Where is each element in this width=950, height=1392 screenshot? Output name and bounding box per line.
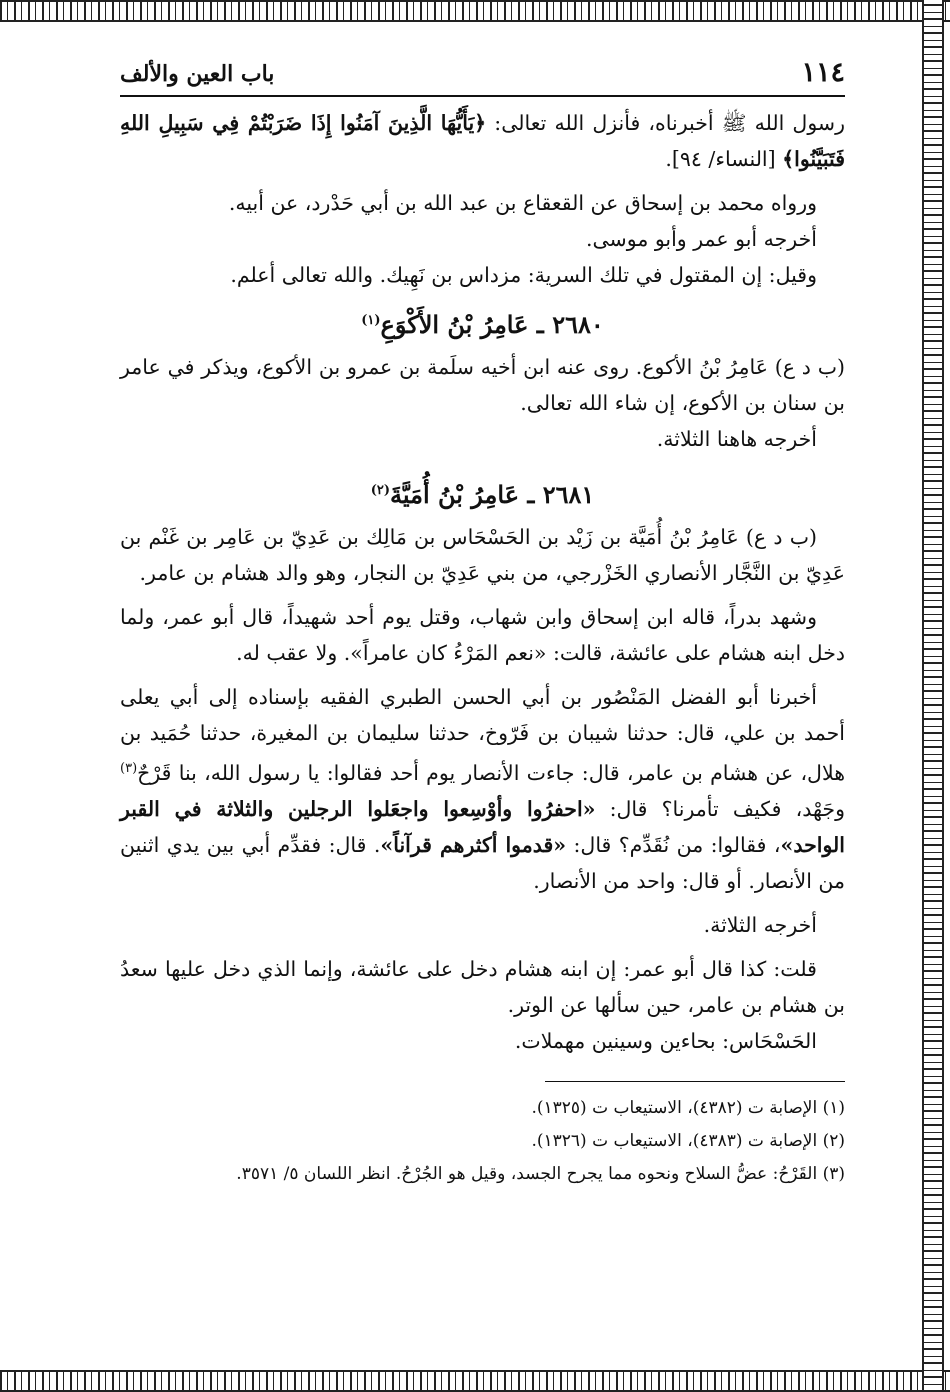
entry-heading-2681: [120, 473, 845, 513]
paragraph: (ب د ع) عَامِرُ بْنُ الأكوع. روى عنه ابن أخيه سلَمة بن عمرو بن الأكوع، ويذكر في عامر بن سنان بن الأكوع، إن شاء الله تعالى.: [120, 355, 845, 415]
paragraph: (ب د ع) عَامِرُ بْنُ أُمَيَّة بن زَيْد بن الحَسْحَاس بن مَالِك بن عَدِيّ بن عَامِر بن غَنْم بن عَدِيّ بن النَّجَّار الأنصاري الخَزْرجي، من بني عَدِيّ بن النجار، وهو والد هشام بن عامر.: [120, 525, 845, 585]
footnote-divider: [545, 1081, 845, 1082]
paragraph: الحَسْحَاس: بحاءين وسينين مهملات.: [514, 1028, 817, 1053]
text-run: رسول الله ﷺ أخبرناه، فأنزل الله تعالى:: [486, 111, 845, 135]
page-header: [120, 55, 845, 97]
paragraph: قلت: كذا قال أبو عمر: إن ابنه هشام دخل على عائشة، وإنما الذي دخل عليها سعدُ بن هشام بن عامر، حين سألها عن الوتر.: [120, 956, 845, 1017]
footnote: (١) الإصابة ت (٤٣٨٢)، الاستيعاب ت (١٣٢٥).: [531, 1097, 845, 1118]
quran-verse: ﴿يَأَيُّهَا الَّذِينَ آمَنُوا إِذَا ضَرَبْتُمْ فِي سَبِيلِ اللهِ فَتَبَيَّنُوا﴾: [120, 111, 845, 171]
paragraph: وشهد بدراً، قاله ابن إسحاق وابن شهاب، وقتل يوم أحد شهيداً، قال أبو عمر، ولما دخل ابنه هشام على عائشة، قالت: «نعم المَرْءُ كان عامراً». ولا عقب له.: [120, 605, 845, 665]
paragraph: ورواه محمد بن إسحاق عن القعقاع بن عبد الله بن أبي حَدْرد، عن أبيه.: [228, 191, 817, 215]
footnote-ref: (١): [361, 313, 381, 328]
entry-title: ٢٦٨١ ـ عَامِرُ بْنُ أُمَيَّةَ: [389, 480, 595, 509]
decorative-border-right: [922, 0, 944, 1392]
entry-heading-2680: [120, 303, 845, 343]
paragraph: أخرجه أبو عمر وأبو موسى.: [585, 227, 817, 251]
decorative-border-top: [0, 0, 950, 22]
body-text: [120, 105, 845, 1059]
paragraph: [120, 105, 845, 177]
text-run: ، فقالوا: من نُقَدِّم؟ قال:: [566, 832, 781, 857]
paragraph: وقيل: إن المقتول في تلك السرية: مزداس بن نَهِيك. والله تعالى أعلم.: [230, 263, 817, 287]
text-run: . قال: فقدِّم أبي بين يدي اثنين من الأنصار. أو قال: واحد من الأنصار.: [120, 832, 845, 893]
footnote: (٢) الإصابة ت (٤٣٨٣)، الاستيعاب ت (١٣٢٦).: [531, 1130, 845, 1151]
chapter-title: باب العين والألف: [120, 61, 275, 87]
hadith-quote: «قدموا أكثرهم قرآناً»: [380, 832, 567, 857]
page: [120, 55, 845, 1191]
paragraph: [120, 679, 845, 899]
paragraph: أخرجه هاهنا الثلاثة.: [656, 427, 817, 451]
text-run: [النساء/ ٩٤].: [665, 147, 783, 171]
footnote-ref: (٣): [120, 761, 138, 776]
footnote-ref: (٢): [370, 483, 390, 498]
decorative-border-bottom: [0, 1370, 950, 1392]
footnotes: [120, 1092, 845, 1191]
text-run: أخبرنا أبو الفضل المَنْصُور بن أبي الحسن الطبري الفقيه بإسناده إلى أبي يعلى أحمد بن علي، قال: حدثنا شيبان بن فَرّوخ، حدثنا سليمان بن المغيرة، حدثنا حُمَيد بن هلال، عن هشام بن عامر، قال: جاءت الأنصار يوم أحد فقالوا: يا رسول الله، بنا قَرْحٌ: [120, 685, 845, 785]
text-run: وجَهْد، فكيف تأمرنا؟ قال:: [595, 796, 845, 821]
page-number: ١١٤: [801, 57, 845, 88]
hadith-quote: «احفرُوا وأوْسِعوا واجعَلوا الرجلين والثلاثة في القبر الواحد»: [120, 796, 845, 857]
entry-title: ٢٦٨٠ ـ عَامِرُ بْنُ الأَكْوَعِ: [380, 310, 604, 339]
footnote: (٣) القَرْحُ: عضُّ السلاح ونحوه مما يجرح الجسد، وقيل هو الجُرْحُ. انظر اللسان ٥/ ٣٥٧١.: [236, 1163, 845, 1184]
paragraph: أخرجه الثلاثة.: [703, 912, 817, 937]
